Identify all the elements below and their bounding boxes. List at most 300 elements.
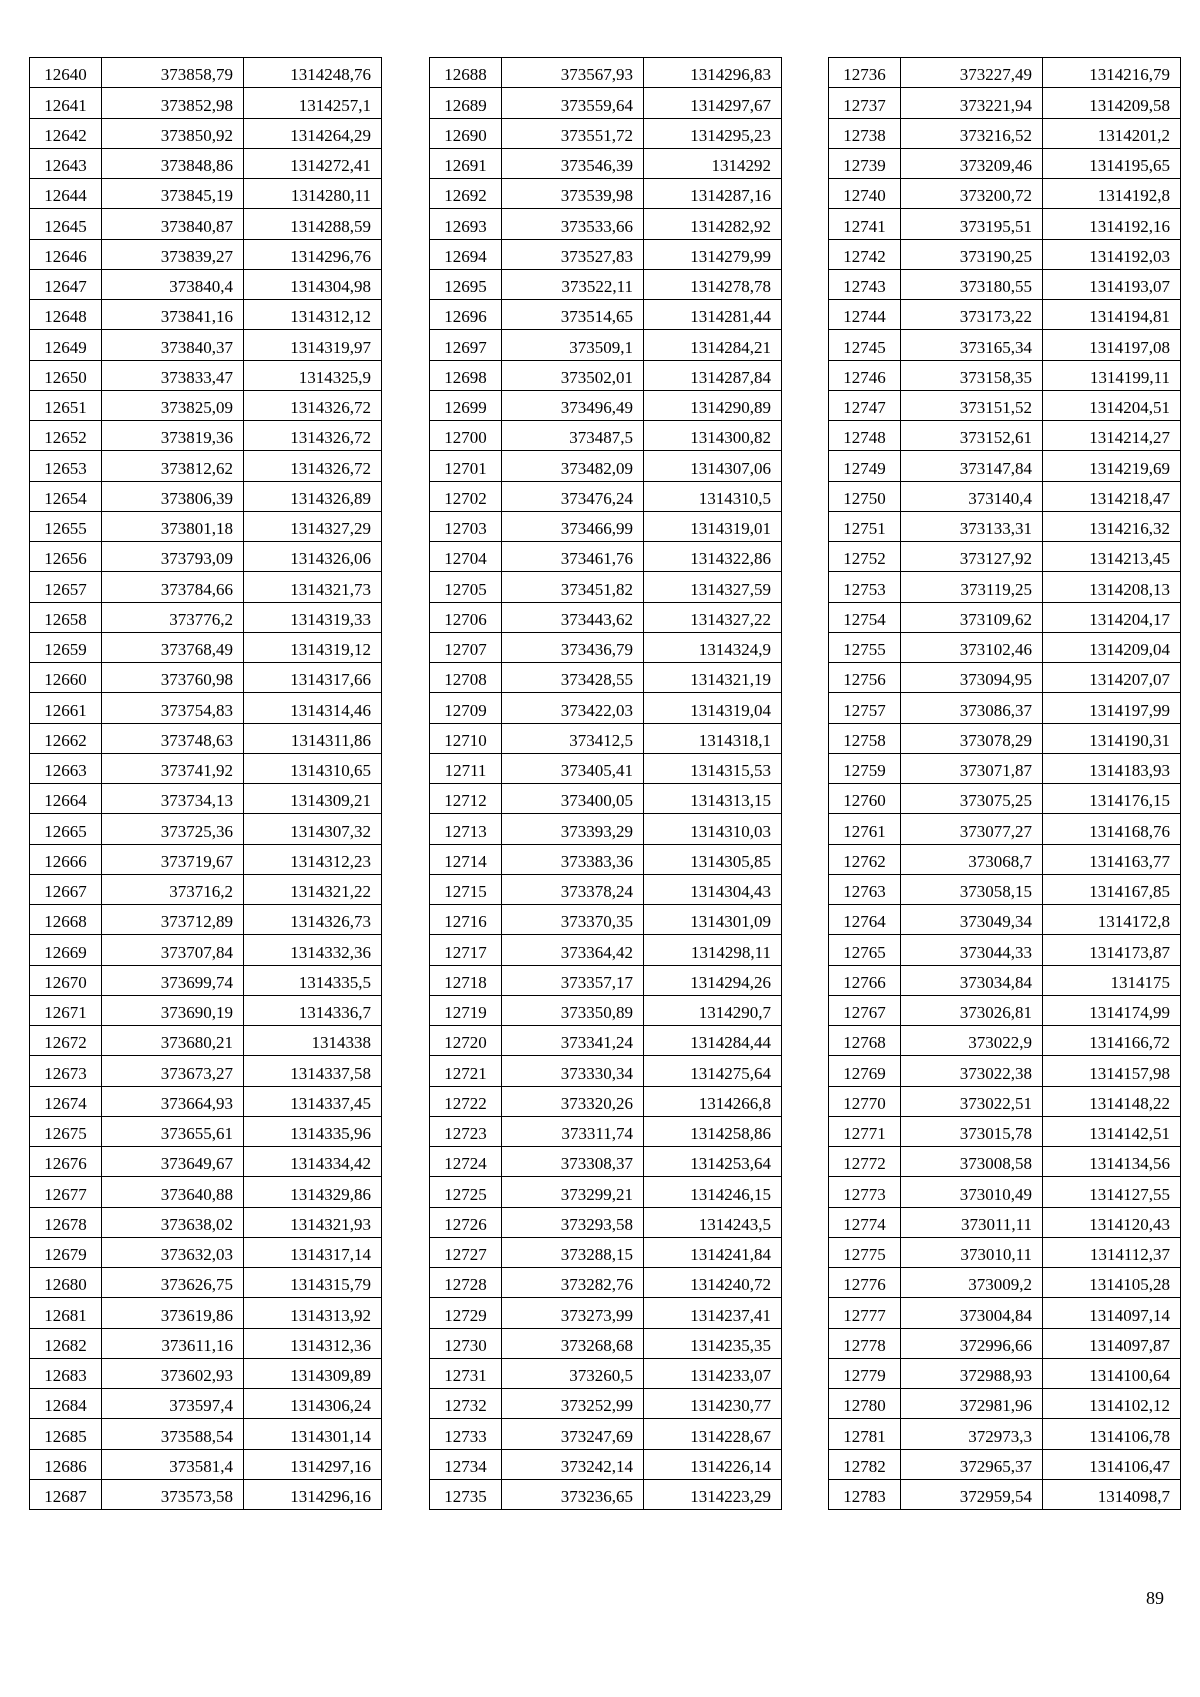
point-number-cell: 12667: [30, 874, 102, 904]
x-coordinate-cell: 373840,37: [102, 330, 244, 360]
point-number-cell: 12717: [430, 935, 502, 965]
x-coordinate-cell: 373094,95: [901, 663, 1043, 693]
y-coordinate-cell: 1314172,8: [1043, 905, 1181, 935]
point-number-cell: 12706: [430, 602, 502, 632]
y-coordinate-cell: 1314310,65: [244, 753, 382, 783]
y-coordinate-cell: 1314167,85: [1043, 874, 1181, 904]
point-number-cell: 12683: [30, 1358, 102, 1388]
table-row: [430, 360, 782, 390]
x-coordinate-cell: 373734,13: [102, 784, 244, 814]
y-coordinate-cell: 1314240,72: [644, 1268, 782, 1298]
point-number-cell: 12680: [30, 1268, 102, 1298]
point-number-cell: 12774: [829, 1207, 901, 1237]
point-number-cell: 12745: [829, 330, 901, 360]
y-coordinate-cell: 1314216,32: [1043, 511, 1181, 541]
point-number-cell: 12763: [829, 874, 901, 904]
point-number-cell: 12759: [829, 753, 901, 783]
x-coordinate-cell: 373840,4: [102, 269, 244, 299]
y-coordinate-cell: 1314290,7: [644, 995, 782, 1025]
point-number-cell: 12703: [430, 511, 502, 541]
y-coordinate-cell: 1314321,19: [644, 663, 782, 693]
table-row: [430, 542, 782, 572]
x-coordinate-cell: 373330,34: [502, 1056, 644, 1086]
x-coordinate-cell: 373288,15: [502, 1237, 644, 1267]
point-number-cell: 12658: [30, 602, 102, 632]
table-row: [829, 58, 1181, 88]
y-coordinate-cell: 1314142,51: [1043, 1116, 1181, 1146]
y-coordinate-cell: 1314105,28: [1043, 1268, 1181, 1298]
point-number-cell: 12716: [430, 905, 502, 935]
x-coordinate-cell: 373022,9: [901, 1026, 1043, 1056]
point-number-cell: 12730: [430, 1328, 502, 1358]
x-coordinate-cell: 373784,66: [102, 572, 244, 602]
y-coordinate-cell: 1314327,59: [644, 572, 782, 602]
x-coordinate-cell: 373078,29: [901, 723, 1043, 753]
x-coordinate-cell: 373546,39: [502, 148, 644, 178]
point-number-cell: 12668: [30, 905, 102, 935]
point-number-cell: 12699: [430, 390, 502, 420]
table-row: [30, 753, 382, 783]
x-coordinate-cell: 373428,55: [502, 663, 644, 693]
x-coordinate-cell: 373008,58: [901, 1147, 1043, 1177]
x-coordinate-cell: 373247,69: [502, 1419, 644, 1449]
table-row: [430, 1328, 782, 1358]
x-coordinate-cell: 373825,09: [102, 390, 244, 420]
point-number-cell: 12709: [430, 693, 502, 723]
table-row: [829, 1358, 1181, 1388]
table-row: [829, 1449, 1181, 1479]
point-number-cell: 12646: [30, 239, 102, 269]
point-number-cell: 12728: [430, 1268, 502, 1298]
point-number-cell: 12692: [430, 179, 502, 209]
y-coordinate-cell: 1314319,12: [244, 632, 382, 662]
y-coordinate-cell: 1314213,45: [1043, 542, 1181, 572]
table-row: [430, 1237, 782, 1267]
y-coordinate-cell: 1314272,41: [244, 148, 382, 178]
y-coordinate-cell: 1314120,43: [1043, 1207, 1181, 1237]
point-number-cell: 12662: [30, 723, 102, 753]
point-number-cell: 12651: [30, 390, 102, 420]
point-number-cell: 12770: [829, 1086, 901, 1116]
table-row: [430, 753, 782, 783]
table-row: [430, 784, 782, 814]
point-number-cell: 12733: [430, 1419, 502, 1449]
point-number-cell: 12760: [829, 784, 901, 814]
x-coordinate-cell: 373022,51: [901, 1086, 1043, 1116]
point-number-cell: 12783: [829, 1479, 901, 1509]
y-coordinate-cell: 1314275,64: [644, 1056, 782, 1086]
table-row: [430, 1298, 782, 1328]
y-coordinate-cell: 1314309,89: [244, 1358, 382, 1388]
y-coordinate-cell: 1314241,84: [644, 1237, 782, 1267]
y-coordinate-cell: 1314192,8: [1043, 179, 1181, 209]
point-number-cell: 12690: [430, 118, 502, 148]
point-number-cell: 12750: [829, 481, 901, 511]
y-coordinate-cell: 1314192,16: [1043, 209, 1181, 239]
table-row: [30, 935, 382, 965]
y-coordinate-cell: 1314326,72: [244, 451, 382, 481]
table-row: [829, 481, 1181, 511]
y-coordinate-cell: 1314201,2: [1043, 118, 1181, 148]
table-row: [30, 905, 382, 935]
point-number-cell: 12681: [30, 1298, 102, 1328]
y-coordinate-cell: 1314173,87: [1043, 935, 1181, 965]
y-coordinate-cell: 1314233,07: [644, 1358, 782, 1388]
point-number-cell: 12710: [430, 723, 502, 753]
point-number-cell: 12734: [430, 1449, 502, 1479]
y-coordinate-cell: 1314327,29: [244, 511, 382, 541]
x-coordinate-cell: 373004,84: [901, 1298, 1043, 1328]
point-number-cell: 12712: [430, 784, 502, 814]
table-row: [829, 1177, 1181, 1207]
point-number-cell: 12724: [430, 1147, 502, 1177]
table-row: [430, 602, 782, 632]
table-row: [430, 1026, 782, 1056]
table-row: [829, 572, 1181, 602]
x-coordinate-cell: 373680,21: [102, 1026, 244, 1056]
y-coordinate-cell: 1314166,72: [1043, 1026, 1181, 1056]
y-coordinate-cell: 1314228,67: [644, 1419, 782, 1449]
table-row: [30, 1419, 382, 1449]
y-coordinate-cell: 1314287,84: [644, 360, 782, 390]
x-coordinate-cell: 373299,21: [502, 1177, 644, 1207]
point-number-cell: 12715: [430, 874, 502, 904]
point-number-cell: 12753: [829, 572, 901, 602]
y-coordinate-cell: 1314312,23: [244, 844, 382, 874]
x-coordinate-cell: 373293,58: [502, 1207, 644, 1237]
table-row: [829, 269, 1181, 299]
table-row: [430, 330, 782, 360]
point-number-cell: 12679: [30, 1237, 102, 1267]
x-coordinate-cell: 373533,66: [502, 209, 644, 239]
point-number-cell: 12695: [430, 269, 502, 299]
x-coordinate-cell: 373273,99: [502, 1298, 644, 1328]
table-row: [430, 239, 782, 269]
table-row: [829, 1419, 1181, 1449]
table-row: [829, 905, 1181, 935]
x-coordinate-cell: 373268,68: [502, 1328, 644, 1358]
y-coordinate-cell: 1314314,46: [244, 693, 382, 723]
y-coordinate-cell: 1314175: [1043, 965, 1181, 995]
point-number-cell: 12698: [430, 360, 502, 390]
point-number-cell: 12693: [430, 209, 502, 239]
y-coordinate-cell: 1314258,86: [644, 1116, 782, 1146]
x-coordinate-cell: 373806,39: [102, 481, 244, 511]
table-row: [430, 905, 782, 935]
point-number-cell: 12741: [829, 209, 901, 239]
x-coordinate-cell: 373119,25: [901, 572, 1043, 602]
point-number-cell: 12643: [30, 148, 102, 178]
table-row: [30, 330, 382, 360]
y-coordinate-cell: 1314294,26: [644, 965, 782, 995]
table-row: [829, 1479, 1181, 1509]
y-coordinate-cell: 1314288,59: [244, 209, 382, 239]
y-coordinate-cell: 1314319,97: [244, 330, 382, 360]
table-row: [430, 511, 782, 541]
x-coordinate-cell: 373725,36: [102, 814, 244, 844]
point-number-cell: 12729: [430, 1298, 502, 1328]
point-number-cell: 12736: [829, 58, 901, 88]
table-row: [430, 1419, 782, 1449]
table-row: [829, 179, 1181, 209]
x-coordinate-cell: 373848,86: [102, 148, 244, 178]
table-row: [430, 1147, 782, 1177]
x-coordinate-cell: 373127,92: [901, 542, 1043, 572]
table-row: [30, 481, 382, 511]
y-coordinate-cell: 1314174,99: [1043, 995, 1181, 1025]
x-coordinate-cell: 373026,81: [901, 995, 1043, 1025]
table-row: [829, 209, 1181, 239]
x-coordinate-cell: 373611,16: [102, 1328, 244, 1358]
y-coordinate-cell: 1314209,58: [1043, 88, 1181, 118]
table-row: [430, 118, 782, 148]
y-coordinate-cell: 1314301,09: [644, 905, 782, 935]
point-number-cell: 12649: [30, 330, 102, 360]
x-coordinate-cell: 373502,01: [502, 360, 644, 390]
y-coordinate-cell: 1314337,45: [244, 1086, 382, 1116]
point-number-cell: 12766: [829, 965, 901, 995]
x-coordinate-cell: 373567,93: [502, 58, 644, 88]
x-coordinate-cell: 373514,65: [502, 300, 644, 330]
point-number-cell: 12688: [430, 58, 502, 88]
y-coordinate-cell: 1314209,04: [1043, 632, 1181, 662]
x-coordinate-cell: 373282,76: [502, 1268, 644, 1298]
point-number-cell: 12678: [30, 1207, 102, 1237]
point-number-cell: 12660: [30, 663, 102, 693]
table-row: [430, 390, 782, 420]
point-number-cell: 12659: [30, 632, 102, 662]
y-coordinate-cell: 1314157,98: [1043, 1056, 1181, 1086]
point-number-cell: 12737: [829, 88, 901, 118]
table-row: [829, 784, 1181, 814]
point-number-cell: 12685: [30, 1419, 102, 1449]
point-number-cell: 12677: [30, 1177, 102, 1207]
table-row: [430, 269, 782, 299]
point-number-cell: 12718: [430, 965, 502, 995]
x-coordinate-cell: 373597,4: [102, 1389, 244, 1419]
y-coordinate-cell: 1314315,53: [644, 753, 782, 783]
x-coordinate-cell: 373357,17: [502, 965, 644, 995]
table-row: [30, 1026, 382, 1056]
point-number-cell: 12748: [829, 421, 901, 451]
point-number-cell: 12652: [30, 421, 102, 451]
point-number-cell: 12779: [829, 1358, 901, 1388]
x-coordinate-cell: 373640,88: [102, 1177, 244, 1207]
x-coordinate-cell: 373133,31: [901, 511, 1043, 541]
x-coordinate-cell: 373236,65: [502, 1479, 644, 1509]
y-coordinate-cell: 1314226,14: [644, 1449, 782, 1479]
x-coordinate-cell: 373819,36: [102, 421, 244, 451]
table-row: [30, 1116, 382, 1146]
x-coordinate-cell: 372965,37: [901, 1449, 1043, 1479]
y-coordinate-cell: 1314298,11: [644, 935, 782, 965]
x-coordinate-cell: 373768,49: [102, 632, 244, 662]
point-number-cell: 12700: [430, 421, 502, 451]
y-coordinate-cell: 1314336,7: [244, 995, 382, 1025]
x-coordinate-cell: 373840,87: [102, 209, 244, 239]
x-coordinate-cell: 373602,93: [102, 1358, 244, 1388]
x-coordinate-cell: 373364,42: [502, 935, 644, 965]
x-coordinate-cell: 373476,24: [502, 481, 644, 511]
y-coordinate-cell: 1314329,86: [244, 1177, 382, 1207]
table-row: [430, 1116, 782, 1146]
x-coordinate-cell: 373551,72: [502, 118, 644, 148]
y-coordinate-cell: 1314148,22: [1043, 1086, 1181, 1116]
y-coordinate-cell: 1314193,07: [1043, 269, 1181, 299]
point-number-cell: 12701: [430, 451, 502, 481]
table-row: [30, 723, 382, 753]
x-coordinate-cell: 373058,15: [901, 874, 1043, 904]
point-number-cell: 12751: [829, 511, 901, 541]
point-number-cell: 12713: [430, 814, 502, 844]
y-coordinate-cell: 1314296,16: [244, 1479, 382, 1509]
y-coordinate-cell: 1314319,04: [644, 693, 782, 723]
point-number-cell: 12689: [430, 88, 502, 118]
x-coordinate-cell: 373147,84: [901, 451, 1043, 481]
x-coordinate-cell: 373509,1: [502, 330, 644, 360]
table-row: [829, 542, 1181, 572]
page-number: 89: [1146, 1588, 1164, 1608]
y-coordinate-cell: 1314102,12: [1043, 1389, 1181, 1419]
table-row: [30, 1177, 382, 1207]
point-number-cell: 12671: [30, 995, 102, 1025]
x-coordinate-cell: 373180,55: [901, 269, 1043, 299]
point-number-cell: 12669: [30, 935, 102, 965]
x-coordinate-cell: 373308,37: [502, 1147, 644, 1177]
x-coordinate-cell: 373850,92: [102, 118, 244, 148]
table-row: [430, 935, 782, 965]
point-number-cell: 12664: [30, 784, 102, 814]
x-coordinate-cell: 373699,74: [102, 965, 244, 995]
point-number-cell: 12722: [430, 1086, 502, 1116]
table-row: [30, 995, 382, 1025]
point-number-cell: 12665: [30, 814, 102, 844]
y-coordinate-cell: 1314305,85: [644, 844, 782, 874]
table-row: [829, 118, 1181, 148]
point-number-cell: 12654: [30, 481, 102, 511]
y-coordinate-cell: 1314338: [244, 1026, 382, 1056]
table-row: [430, 1449, 782, 1479]
table-row: [30, 542, 382, 572]
table-row: [30, 148, 382, 178]
y-coordinate-cell: 1314335,5: [244, 965, 382, 995]
x-coordinate-cell: 373200,72: [901, 179, 1043, 209]
point-number-cell: 12656: [30, 542, 102, 572]
table-row: [430, 663, 782, 693]
point-number-cell: 12691: [430, 148, 502, 178]
table-row: [30, 1479, 382, 1509]
point-number-cell: 12675: [30, 1116, 102, 1146]
point-number-cell: 12761: [829, 814, 901, 844]
x-coordinate-cell: 373690,19: [102, 995, 244, 1025]
y-coordinate-cell: 1314218,47: [1043, 481, 1181, 511]
point-number-cell: 12782: [829, 1449, 901, 1479]
point-number-cell: 12732: [430, 1389, 502, 1419]
y-coordinate-cell: 1314097,14: [1043, 1298, 1181, 1328]
table-row: [430, 88, 782, 118]
x-coordinate-cell: 373833,47: [102, 360, 244, 390]
x-coordinate-cell: 373109,62: [901, 602, 1043, 632]
x-coordinate-cell: 373011,11: [901, 1207, 1043, 1237]
x-coordinate-cell: 373573,58: [102, 1479, 244, 1509]
x-coordinate-cell: 373405,41: [502, 753, 644, 783]
table-row: [430, 1268, 782, 1298]
table-row: [30, 269, 382, 299]
x-coordinate-cell: 373461,76: [502, 542, 644, 572]
x-coordinate-cell: 373741,92: [102, 753, 244, 783]
x-coordinate-cell: 372996,66: [901, 1328, 1043, 1358]
point-number-cell: 12735: [430, 1479, 502, 1509]
x-coordinate-cell: 373383,36: [502, 844, 644, 874]
y-coordinate-cell: 1314322,86: [644, 542, 782, 572]
x-coordinate-cell: 373632,03: [102, 1237, 244, 1267]
table-row: [430, 1479, 782, 1509]
y-coordinate-cell: 1314317,14: [244, 1237, 382, 1267]
x-coordinate-cell: 373252,99: [502, 1389, 644, 1419]
y-coordinate-cell: 1314304,43: [644, 874, 782, 904]
table-row: [430, 209, 782, 239]
y-coordinate-cell: 1314134,56: [1043, 1147, 1181, 1177]
y-coordinate-cell: 1314280,11: [244, 179, 382, 209]
table-row: [430, 965, 782, 995]
y-coordinate-cell: 1314168,76: [1043, 814, 1181, 844]
y-coordinate-cell: 1314237,41: [644, 1298, 782, 1328]
table-row: [30, 965, 382, 995]
x-coordinate-cell: 373242,14: [502, 1449, 644, 1479]
table-row: [30, 58, 382, 88]
table-row: [829, 1026, 1181, 1056]
x-coordinate-cell: 372988,93: [901, 1358, 1043, 1388]
point-number-cell: 12705: [430, 572, 502, 602]
x-coordinate-cell: 373216,52: [901, 118, 1043, 148]
point-number-cell: 12708: [430, 663, 502, 693]
table-row: [30, 1449, 382, 1479]
y-coordinate-cell: 1314199,11: [1043, 360, 1181, 390]
table-row: [829, 814, 1181, 844]
table-row: [829, 1268, 1181, 1298]
table-row: [30, 421, 382, 451]
x-coordinate-cell: 373190,25: [901, 239, 1043, 269]
point-number-cell: 12764: [829, 905, 901, 935]
y-coordinate-cell: 1314204,51: [1043, 390, 1181, 420]
table-row: [430, 179, 782, 209]
table-row: [829, 874, 1181, 904]
x-coordinate-cell: 373077,27: [901, 814, 1043, 844]
table-row: [430, 572, 782, 602]
table-row: [430, 1207, 782, 1237]
table-row: [30, 511, 382, 541]
x-coordinate-cell: 373010,49: [901, 1177, 1043, 1207]
table-row: [30, 209, 382, 239]
point-number-cell: 12754: [829, 602, 901, 632]
y-coordinate-cell: 1314204,17: [1043, 602, 1181, 632]
x-coordinate-cell: 373068,7: [901, 844, 1043, 874]
table-row: [30, 784, 382, 814]
y-coordinate-cell: 1314296,76: [244, 239, 382, 269]
x-coordinate-cell: 372981,96: [901, 1389, 1043, 1419]
x-coordinate-cell: 373400,05: [502, 784, 644, 814]
x-coordinate-cell: 373022,38: [901, 1056, 1043, 1086]
y-coordinate-cell: 1314295,23: [644, 118, 782, 148]
y-coordinate-cell: 1314281,44: [644, 300, 782, 330]
table-row: [430, 481, 782, 511]
table-row: [30, 1086, 382, 1116]
x-coordinate-cell: 373839,27: [102, 239, 244, 269]
x-coordinate-cell: 373075,25: [901, 784, 1043, 814]
table-body: [30, 58, 382, 1510]
y-coordinate-cell: 1314317,66: [244, 663, 382, 693]
x-coordinate-cell: 373341,24: [502, 1026, 644, 1056]
